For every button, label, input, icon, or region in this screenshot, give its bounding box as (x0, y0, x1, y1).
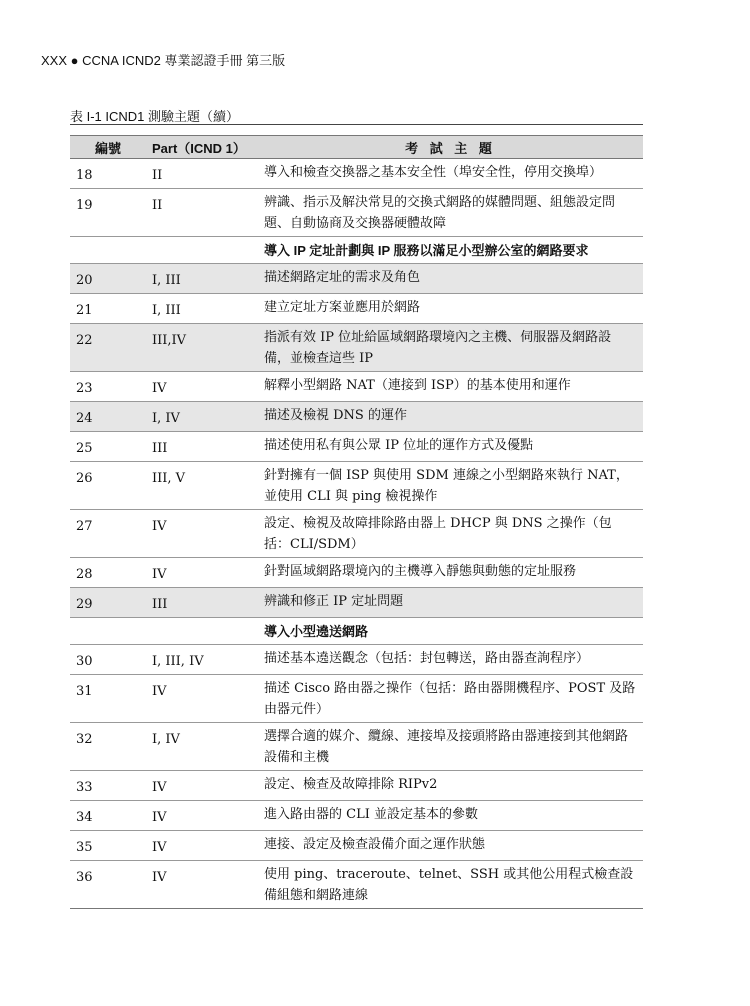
row-topic: 設定、檢視及故障排除路由器上 DHCP 與 DNS 之操作（包括：CLI/SDM） (258, 510, 643, 558)
exam-topics-table (70, 135, 643, 909)
row-number: 29 (70, 588, 146, 618)
table-row (70, 723, 643, 771)
row-part: III (146, 588, 258, 618)
row-part: IV (146, 675, 258, 723)
row-part: IV (146, 558, 258, 588)
row-topic: 解釋小型網路 NAT（連接到 ISP）的基本使用和運作 (258, 372, 643, 402)
row-number: 36 (70, 861, 146, 909)
row-topic: 描述網路定址的需求及角色 (258, 264, 643, 294)
row-topic: 描述及檢視 DNS 的運作 (258, 402, 643, 432)
row-topic: 針對擁有一個 ISP 與使用 SDM 連線之小型網路來執行 NAT，並使用 CLI 與 ping 檢視操作 (258, 462, 643, 510)
row-topic: 設定、檢查及故障排除 RIPv2 (258, 771, 643, 801)
table-row (70, 294, 643, 324)
book-title: CCNA ICND2 專業認證手冊 第三版 (82, 53, 286, 68)
row-part: IV (146, 801, 258, 831)
row-part: I, III (146, 294, 258, 324)
table-row (70, 510, 643, 558)
row-topic: 導入小型遶送網路 (258, 618, 643, 645)
row-part: IV (146, 831, 258, 861)
row-number (70, 237, 146, 264)
table-caption: 表 I-1 ICND1 測驗主題（續） (70, 109, 240, 124)
table-row (70, 159, 643, 189)
bullet: ● (70, 53, 79, 68)
table-header-row (70, 136, 643, 159)
row-topic: 連接、設定及檢查設備介面之運作狀態 (258, 831, 643, 861)
row-topic: 針對區域網路環境內的主機導入靜態與動態的定址服務 (258, 558, 643, 588)
row-part: I, IV (146, 723, 258, 771)
row-number: 21 (70, 294, 146, 324)
row-number: 22 (70, 324, 146, 372)
table-row (70, 402, 643, 432)
row-part: IV (146, 510, 258, 558)
header-topic: 考 試 主 題 (258, 136, 643, 159)
row-part: IV (146, 372, 258, 402)
table-row (70, 645, 643, 675)
row-number (70, 618, 146, 645)
table-row (70, 801, 643, 831)
row-number: 28 (70, 558, 146, 588)
row-number: 34 (70, 801, 146, 831)
table-row (70, 771, 643, 801)
section-heading-row (70, 237, 643, 264)
row-part (146, 237, 258, 264)
row-number: 26 (70, 462, 146, 510)
caption-rule (70, 124, 643, 125)
table-body (70, 159, 643, 909)
table-row (70, 831, 643, 861)
row-part: I, IV (146, 402, 258, 432)
row-topic: 描述使用私有與公眾 IP 位址的運作方式及優點 (258, 432, 643, 462)
table-row (70, 462, 643, 510)
row-part: I, III, IV (146, 645, 258, 675)
row-number: 33 (70, 771, 146, 801)
row-topic: 描述 Cisco 路由器之操作（包括：路由器開機程序、POST 及路由器元件） (258, 675, 643, 723)
row-part: IV (146, 861, 258, 909)
row-number: 27 (70, 510, 146, 558)
table-row (70, 432, 643, 462)
row-number: 23 (70, 372, 146, 402)
row-number: 18 (70, 159, 146, 189)
row-topic: 選擇合適的媒介、纜線、連接埠及接頭將路由器連接到其他網路設備和主機 (258, 723, 643, 771)
page-header (41, 50, 285, 69)
row-part: III,IV (146, 324, 258, 372)
row-part: II (146, 159, 258, 189)
row-topic: 描述基本遶送觀念（包括：封包轉送，路由器查詢程序） (258, 645, 643, 675)
table-row (70, 264, 643, 294)
row-number: 35 (70, 831, 146, 861)
header-part: Part（ICND 1） (146, 136, 258, 159)
row-part: III (146, 432, 258, 462)
table-row (70, 324, 643, 372)
row-number: 30 (70, 645, 146, 675)
row-number: 31 (70, 675, 146, 723)
row-part: III, V (146, 462, 258, 510)
row-part: II (146, 189, 258, 237)
table-row (70, 372, 643, 402)
row-topic: 建立定址方案並應用於網路 (258, 294, 643, 324)
row-topic: 進入路由器的 CLI 並設定基本的參數 (258, 801, 643, 831)
table-row (70, 588, 643, 618)
row-number: 24 (70, 402, 146, 432)
table-row (70, 675, 643, 723)
row-part (146, 618, 258, 645)
row-number: 20 (70, 264, 146, 294)
row-number: 25 (70, 432, 146, 462)
page-number: XXX (41, 53, 68, 68)
header-number: 編號 (70, 136, 146, 159)
table-row (70, 189, 643, 237)
row-topic: 導入 IP 定址計劃與 IP 服務以滿足小型辦公室的網路要求 (258, 237, 643, 264)
row-topic: 辨識和修正 IP 定址問題 (258, 588, 643, 618)
row-topic: 辨識、指示及解決常見的交換式網路的媒體問題、組態設定問題、自動協商及交換器硬體故障 (258, 189, 643, 237)
row-number: 19 (70, 189, 146, 237)
row-topic: 導入和檢查交換器之基本安全性（埠安全性，停用交換埠） (258, 159, 643, 189)
table-row (70, 558, 643, 588)
row-topic: 指派有效 IP 位址給區域網路環境內之主機、伺服器及網路設備，並檢查這些 IP (258, 324, 643, 372)
row-topic: 使用 ping、traceroute、telnet、SSH 或其他公用程式檢查設備組態和網路連線 (258, 861, 643, 909)
row-part: IV (146, 771, 258, 801)
row-part: I, III (146, 264, 258, 294)
row-number: 32 (70, 723, 146, 771)
section-heading-row (70, 618, 643, 645)
table-row (70, 861, 643, 909)
